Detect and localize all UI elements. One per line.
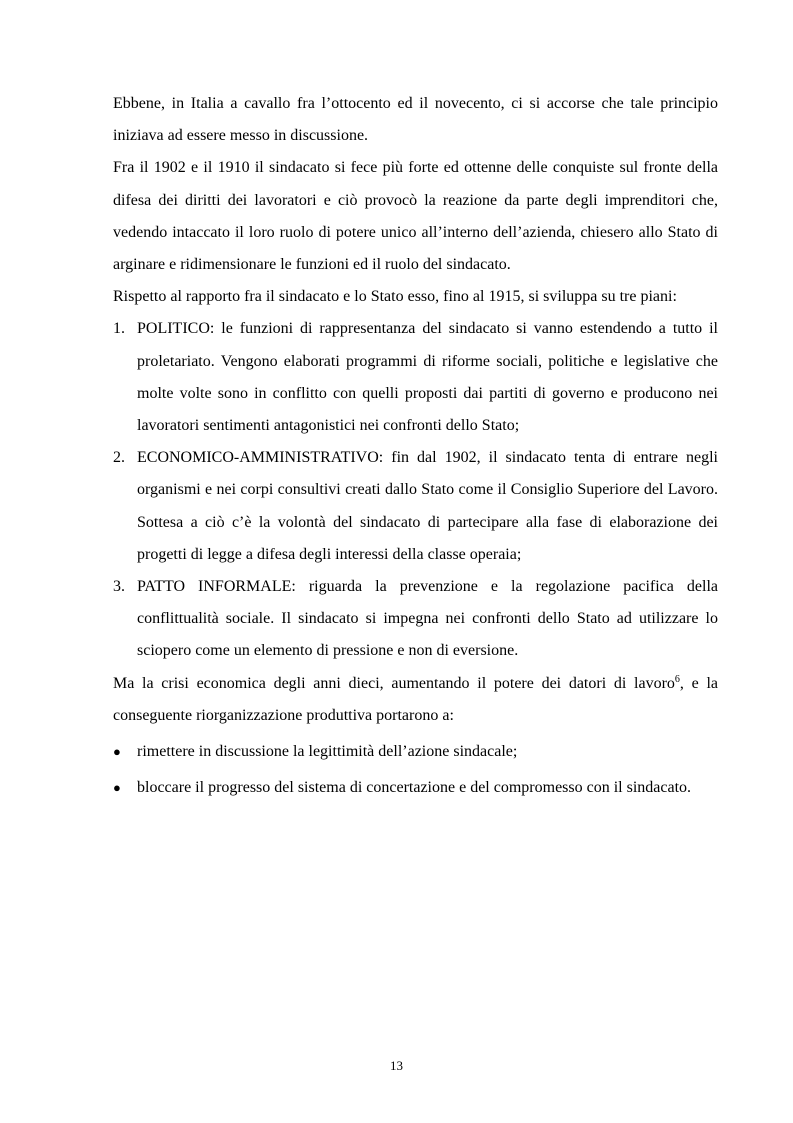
paragraph-2: Fra il 1902 e il 1910 il sindacato si fece più forte ed ottenne delle conquiste sul fronte della difesa dei diritti dei lavoratori e ciò provocò la reazione da parte degli imprenditori che, vedendo intaccato il loro ruolo di potere unico all’interno dell’azienda, chiesero allo Stato di arginare e ridimensionare le funzioni ed il ruolo del sindacato. bbox=[113, 159, 718, 274]
list-item bbox=[113, 313, 718, 442]
paragraph-1: Ebbene, in Italia a cavallo fra l’ottocento ed il novecento, ci si accorse che tale principio iniziava ad essere messo in discussione. bbox=[113, 95, 718, 145]
bullet-dot-icon: ● bbox=[113, 744, 121, 760]
bullet-item-text: rimettere in discussione la legittimità dell’azione sindacale; bbox=[137, 743, 518, 761]
list-item-number: 2. bbox=[113, 449, 125, 467]
list-item-text: PATTO INFORMALE: riguarda la prevenzione e la regolazione pacifica della conflittualità sociale. Il sindacato si impegna nei confronti dello Stato ad utilizzare lo sciopero come un elemento di pressione e non di eversione. bbox=[137, 578, 718, 660]
list-item-number: 3. bbox=[113, 578, 125, 596]
list-item bbox=[113, 442, 718, 571]
footnote-reference: 6 bbox=[674, 673, 680, 685]
paragraph-4-text-start: Ma la crisi economica degli anni dieci, aumentando il potere dei datori di lavoro bbox=[113, 674, 675, 692]
paragraph-4 bbox=[113, 668, 718, 732]
paragraph-4-text-end: , e la conseguente riorganizzazione produttiva portarono a: bbox=[113, 674, 718, 724]
bullet-item-text: bloccare il progresso del sistema di concertazione e del compromesso con il sindacato. bbox=[137, 779, 692, 797]
page-number: 13 bbox=[390, 1058, 403, 1073]
bullet-dot-icon: ● bbox=[113, 780, 121, 796]
page-body bbox=[113, 88, 718, 804]
bullet-list bbox=[113, 736, 718, 804]
paragraph-3: Rispetto al rapporto fra il sindacato e lo Stato esso, fino al 1915, si sviluppa su tre piani: bbox=[113, 288, 677, 306]
bullet-item bbox=[113, 772, 718, 804]
numbered-list bbox=[113, 313, 718, 667]
bullet-item bbox=[113, 736, 718, 768]
list-item bbox=[113, 571, 718, 668]
list-item-number: 1. bbox=[113, 320, 125, 338]
list-item-text: POLITICO: le funzioni di rappresentanza del sindacato si vanno estendendo a tutto il proletariato. Vengono elaborati programmi di riforme sociali, politiche e legislative che molte volte sono in conflitto con quelli proposti dai partiti di governo e producono nei lavoratori sentimenti antagonistici nei confronti dello Stato; bbox=[137, 320, 718, 435]
list-item-text: ECONOMICO-AMMINISTRATIVO: fin dal 1902, il sindacato tenta di entrare negli organismi e nei corpi consultivi creati dallo Stato come il Consiglio Superiore del Lavoro. Sottesa a ciò c’è la volontà del sindacato di partecipare alla fase di elaborazione dei progetti di legge a difesa degli interessi della classe operaia; bbox=[137, 449, 718, 563]
